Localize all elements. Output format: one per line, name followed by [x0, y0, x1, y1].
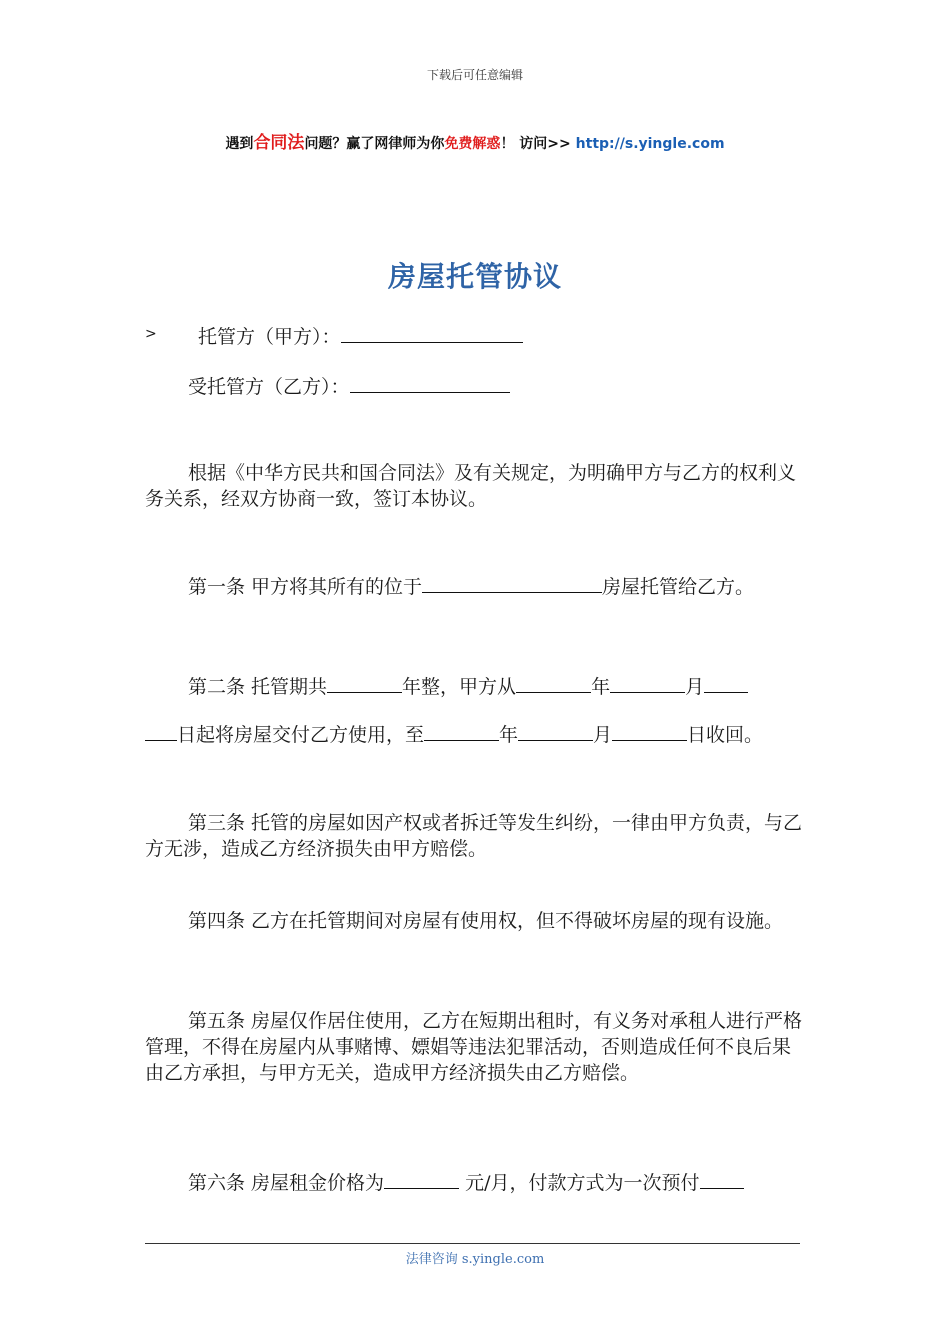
article-2-line-2 [145, 720, 805, 748]
article-1 [145, 572, 848, 600]
article-6 [145, 1168, 848, 1196]
article-2-line-1 [145, 672, 848, 700]
article-1-text-after: 房屋托管给乙方。 [602, 576, 755, 598]
promo-highlight-free: 免费解惑 [444, 136, 501, 152]
party-b-blank [350, 372, 510, 393]
party-a-label: 托管方（甲方）： [198, 326, 341, 348]
article-2-start-year-blank [516, 672, 591, 693]
party-a-line [145, 322, 858, 350]
article-2-start-day-blank-a [704, 672, 748, 693]
promo-link[interactable]: http://s.yingle.com [575, 136, 725, 152]
intro-paragraph: 根据《中华方民共和国合同法》及有关规定，为明确甲方与乙方的权利义务关系，经双方协商一致，签订本协议。 [145, 462, 797, 510]
party-a-blank [341, 322, 523, 343]
article-2-text-b: 年整，甲方从 [402, 676, 517, 698]
bullet-marker: > [145, 326, 157, 342]
article-2-text-a: 第二条 托管期共 [188, 676, 328, 698]
article-2-text-d: 月 [685, 676, 705, 698]
article-6-rent-blank [384, 1168, 459, 1189]
footer-divider [145, 1243, 800, 1244]
article-6-text-before: 第六条 房屋租金价格为 [188, 1172, 385, 1194]
page-footer: 法律咨询 s.yingle.com [405, 1252, 545, 1267]
article-2-end-year-blank [424, 720, 499, 741]
article-2-start-month-blank [610, 672, 685, 693]
article-2-start-day-blank-b [145, 720, 177, 741]
promo-text-1: 遇到 [225, 136, 254, 152]
promo-highlight-contract-law: 合同法 [253, 133, 305, 153]
promo-banner [0, 128, 950, 153]
promo-text-3: ！ 访问>> [500, 136, 576, 152]
article-4: 第四条 乙方在托管期间对房屋有使用权，但不得破坏房屋的现有设施。 [188, 910, 784, 932]
article-2-years-blank [327, 672, 402, 693]
article-2-end-day-blank [612, 720, 687, 741]
article-6-text-middle: 元/月，付款方式为一次预付 [459, 1172, 700, 1194]
promo-text-2: 问题？赢了网律师为你 [304, 136, 445, 152]
article-1-text-before: 第一条 甲方将其所有的位于 [188, 576, 423, 598]
article-2-text-h: 日收回。 [687, 724, 764, 746]
document-title: 房屋托管协议 [387, 260, 562, 293]
party-b-line [145, 372, 848, 400]
page-header: 下载后可任意编辑 [426, 68, 523, 82]
article-2-end-month-blank [518, 720, 593, 741]
article-6-prepay-blank [700, 1168, 744, 1189]
article-2-text-c: 年 [591, 676, 611, 698]
article-1-location-blank [422, 572, 602, 593]
party-b-label: 受托管方（乙方）： [188, 376, 350, 398]
article-2-text-e: 日起将房屋交付乙方使用，至 [177, 724, 425, 746]
article-2-text-f: 年 [499, 724, 519, 746]
article-3: 第三条 托管的房屋如因产权或者拆迁等发生纠纷，一律由甲方负责，与乙方无涉，造成乙方经济损失由甲方赔偿。 [145, 812, 803, 860]
article-5: 第五条 房屋仅作居住使用，乙方在短期出租时，有义务对承租人进行严格管理，不得在房屋内从事赌博、嫖娼等违法犯罪活动，否则造成任何不良后果由乙方承担，与甲方无关，造成甲方经济损失由乙方赔偿。 [145, 1010, 803, 1084]
article-2-text-g: 月 [593, 724, 613, 746]
